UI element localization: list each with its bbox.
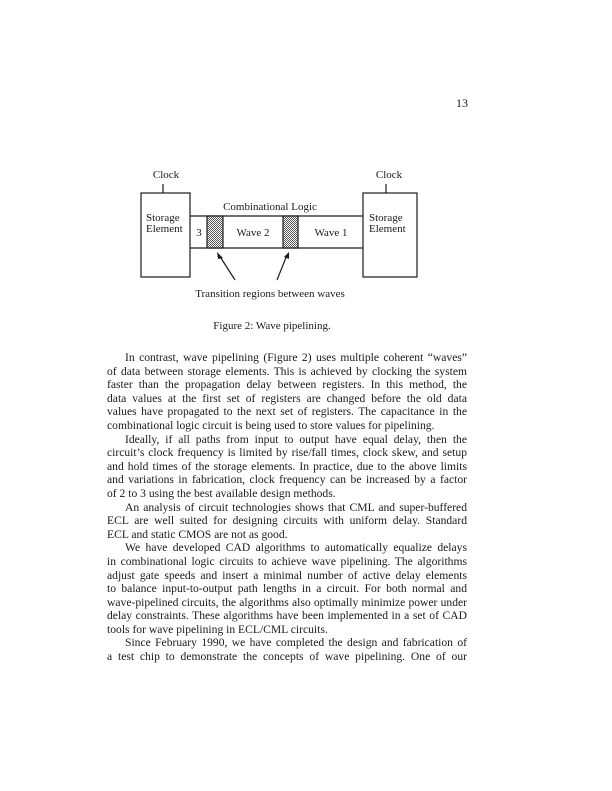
- text-line: and variations in fabrication, clock frequency can be increased by a factor: [107, 473, 467, 487]
- wave-2-label: Wave 2: [236, 227, 270, 239]
- text-line: and hold times of the storage elements. In practice, due to the above limits: [107, 459, 467, 473]
- storage-left-line2: Element: [146, 223, 183, 235]
- text-line: Ideally, if all paths from input to output have equal delay, then the: [125, 432, 467, 446]
- paragraph: [107, 636, 467, 663]
- transition-region-2: [283, 216, 298, 248]
- paragraph: [107, 351, 467, 433]
- text-line: We have developed CAD algorithms to automatically equalize delays: [125, 541, 467, 555]
- arrow-2: [277, 255, 287, 280]
- text-line: values have propagated to the next set of registers. The capacitance in the: [107, 405, 467, 419]
- text-line: ECL are well suited for designing circuits with uniform delay. Standard: [107, 514, 467, 528]
- text-line: of 2 to 3 using the best available design methods.: [107, 486, 336, 500]
- text-line: In contrast, wave pipelining (Figure 2) uses multiple coherent “waves”: [125, 351, 467, 364]
- storage-element-left: [141, 193, 190, 277]
- text-line: circuit’s clock frequency is limited by rise/fall times, clock skew, and setup: [107, 446, 467, 460]
- storage-right-line1: Storage: [369, 212, 403, 224]
- text-line: An analysis of circuit technologies shows that CML and super-buffered: [125, 500, 467, 514]
- storage-left-line1: Storage: [146, 212, 180, 224]
- clock-label-right: Clock: [375, 169, 403, 181]
- combinational-logic-label: Combinational Logic: [223, 201, 317, 213]
- transition-region-1: [207, 216, 223, 248]
- body-text: [107, 351, 467, 664]
- text-line: of data between storage elements. This is achieved by clocking the system: [107, 364, 467, 378]
- arrowhead-1: [217, 252, 223, 259]
- storage-element-right: [363, 193, 417, 277]
- paragraph: [107, 501, 467, 542]
- text-line: a test chip to demonstrate the concepts of wave pipelining. One of our: [107, 650, 467, 664]
- arrowhead-2: [284, 252, 289, 259]
- text-line: faster than the propagation delay between registers. In this method, the: [107, 378, 467, 392]
- paragraph: [107, 541, 467, 636]
- text-line: tools for wave pipelining in ECL/CML circuits.: [107, 622, 328, 636]
- text-line: Since February 1990, we have completed the design and fabrication of: [125, 636, 467, 650]
- text-line: to balance input-to-output path lengths in a circuit. For both normal and: [107, 582, 467, 596]
- text-line: wave-pipelined circuits, the algorithms also optimally minimize power under: [107, 595, 467, 609]
- arrow-1: [219, 255, 235, 280]
- storage-right-line2: Element: [369, 223, 406, 235]
- text-line: adjust gate speeds and insert a minimal number of active delay elements: [107, 568, 467, 582]
- text-line: in combinational logic circuits to achieve wave pipelining. The algorithms: [107, 554, 467, 568]
- wave-3-label: 3: [196, 227, 202, 239]
- transition-regions-label: Transition regions between waves: [195, 288, 345, 300]
- clock-label-left: Clock: [152, 169, 180, 181]
- text-line: combinational logic circuit is being used to store values for pipelining.: [107, 418, 435, 432]
- paragraph: [107, 433, 467, 501]
- text-line: ECL and static CMOS are not as good.: [107, 527, 288, 541]
- text-line: data values at the first set of registers are changed before the old data: [107, 391, 467, 405]
- wave-1-label: Wave 1: [314, 227, 348, 239]
- figure-caption: Figure 2: Wave pipelining.: [213, 320, 331, 332]
- page-number: 13: [456, 96, 468, 110]
- text-line: delay constraints. These algorithms have been implemented in a set of CAD: [107, 609, 467, 623]
